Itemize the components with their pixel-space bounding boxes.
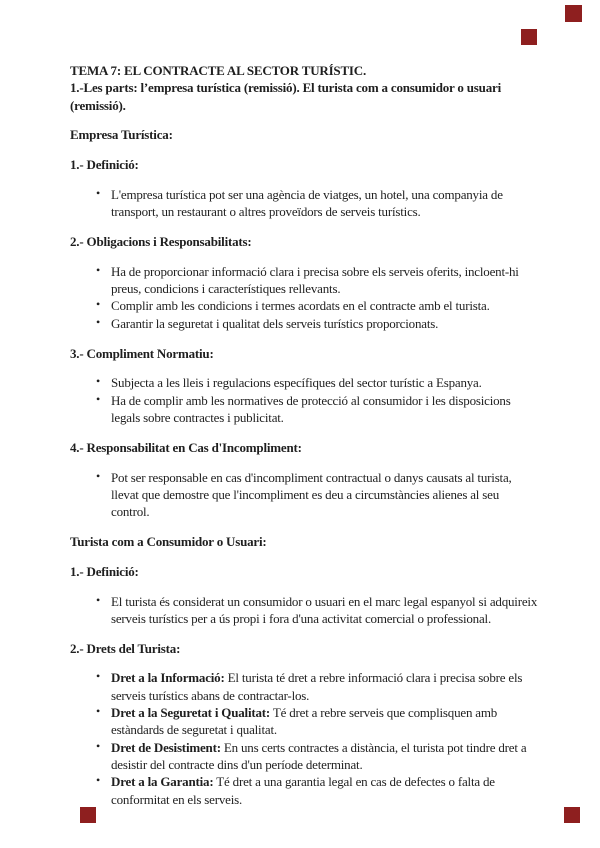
bullet-marker-icon: • bbox=[96, 468, 101, 483]
list-item bbox=[70, 297, 538, 314]
section-heading-obligacions: 2.- Obligacions i Responsabilitats: bbox=[70, 234, 252, 250]
bullet-marker-icon: • bbox=[96, 185, 101, 200]
bullet-text: En uns certs contractes a distància, el turista pot tindre dret a desistir del contracte dins d'un període determinat. bbox=[111, 739, 527, 772]
bullet-marker-icon: • bbox=[96, 592, 101, 607]
section-heading-turista-consumidor: Turista com a Consumidor o Usuari: bbox=[70, 533, 267, 549]
bullet-list-obligacions bbox=[70, 263, 538, 332]
bullet-marker-icon: • bbox=[96, 314, 101, 329]
list-item bbox=[70, 773, 538, 808]
bullet-marker-icon: • bbox=[96, 738, 101, 753]
list-item bbox=[70, 739, 538, 774]
document-content bbox=[70, 62, 538, 820]
bullet-text: Ha de proporcionar informació clara i precisa sobre els serveis oferits, incloent-hi preus, condicions i característiques rellevants. bbox=[111, 263, 519, 297]
bullet-text: Té dret a rebre serveis que complisquen amb estàndards de seguretat i qualitat. bbox=[111, 705, 498, 738]
section-heading-definicio-2: 1.- Definició: bbox=[70, 563, 139, 579]
bullet-marker-icon: • bbox=[96, 262, 101, 277]
bullet-marker-icon: • bbox=[96, 391, 101, 406]
bullet-text: Té dret a una garantia legal en cas de defectes o falta de conformitat en els serveis. bbox=[111, 774, 495, 807]
section-heading-drets-turista: 2.- Drets del Turista: bbox=[70, 640, 181, 656]
watermark-square-top-right-outer bbox=[565, 5, 582, 22]
bullet-text: Garantir la seguretat i qualitat dels serveis turístics proporcionats. bbox=[111, 315, 439, 331]
bullet-list-drets-turista bbox=[70, 669, 538, 807]
list-item bbox=[70, 374, 538, 391]
bullet-marker-icon: • bbox=[96, 704, 101, 719]
bullet-marker-icon: • bbox=[96, 297, 101, 312]
bullet-text: Complir amb les condicions i termes acordats en el contracte amb el turista. bbox=[111, 298, 490, 314]
section-heading-empresa-turistica: Empresa Turística: bbox=[70, 127, 173, 143]
bullet-list-definicio-2 bbox=[70, 593, 538, 628]
bullet-text: Ha de complir amb les normatives de protecció al consumidor i les disposicions legals sobre contractes i publicitat. bbox=[111, 392, 511, 425]
list-item bbox=[70, 263, 538, 298]
bullet-marker-icon: • bbox=[96, 773, 101, 788]
list-item bbox=[70, 469, 538, 521]
bullet-list-definicio-1 bbox=[70, 186, 538, 221]
list-item bbox=[70, 669, 538, 704]
bullet-lead-dret-garantia: Dret a la Garantia: bbox=[111, 774, 214, 790]
bullet-text: Subjecta a les lleis i regulacions específiques del sector turístic a Espanya. bbox=[111, 375, 482, 391]
bullet-list-responsabilitat-incompliment bbox=[70, 469, 538, 521]
list-item bbox=[70, 704, 538, 739]
bullet-lead-dret-seguretat: Dret a la Seguretat i Qualitat: bbox=[111, 705, 271, 721]
watermark-square-bottom-right bbox=[564, 807, 580, 823]
bullet-marker-icon: • bbox=[96, 374, 101, 389]
bullet-lead-dret-informacio: Dret a la Informació: bbox=[111, 670, 225, 686]
watermark-square-top-right-inner bbox=[521, 29, 537, 45]
section-heading-definicio-1: 1.- Definició: bbox=[70, 157, 139, 173]
bullet-marker-icon: • bbox=[96, 669, 101, 684]
list-item bbox=[70, 186, 538, 221]
bullet-text: Pot ser responsable en cas d'incompliment contractual o danys causats al turista, llevat que demostre que l'incompliment es deu a circumstàncies alienes al seu control. bbox=[111, 469, 512, 520]
bullet-text: El turista és considerat un consumidor o usuari en el marc legal espanyol si adquireix serveis turístics per a ús propi i fora d'una activitat comercial o professional. bbox=[111, 593, 538, 626]
bullet-list-compliment-normatiu bbox=[70, 374, 538, 426]
bullet-text: L'empresa turística pot ser una agència de viatges, un hotel, una companyia de transport, un restaurant o altres proveïdors de serveis turístics. bbox=[111, 186, 503, 220]
section-heading-compliment-normatiu: 3.- Compliment Normatiu: bbox=[70, 345, 214, 361]
document-title: TEMA 7: EL CONTRACTE AL SECTOR TURÍSTIC. bbox=[70, 63, 367, 78]
title-block bbox=[70, 62, 538, 114]
section-heading-responsabilitat-incompliment: 4.- Responsabilitat en Cas d'Incompliment: bbox=[70, 439, 302, 455]
bullet-text: El turista té dret a rebre informació clara i precisa sobre els serveis turístics abans de contractar-los. bbox=[111, 670, 523, 703]
watermark-square-bottom-left bbox=[80, 807, 96, 823]
document-subtitle: 1.-Les parts: l’empresa turística (remissió). El turista com a consumidor o usuari (remissió). bbox=[70, 80, 501, 113]
list-item bbox=[70, 392, 538, 427]
list-item bbox=[70, 315, 538, 332]
bullet-lead-dret-desistiment: Dret de Desistiment: bbox=[111, 739, 221, 755]
list-item bbox=[70, 593, 538, 628]
